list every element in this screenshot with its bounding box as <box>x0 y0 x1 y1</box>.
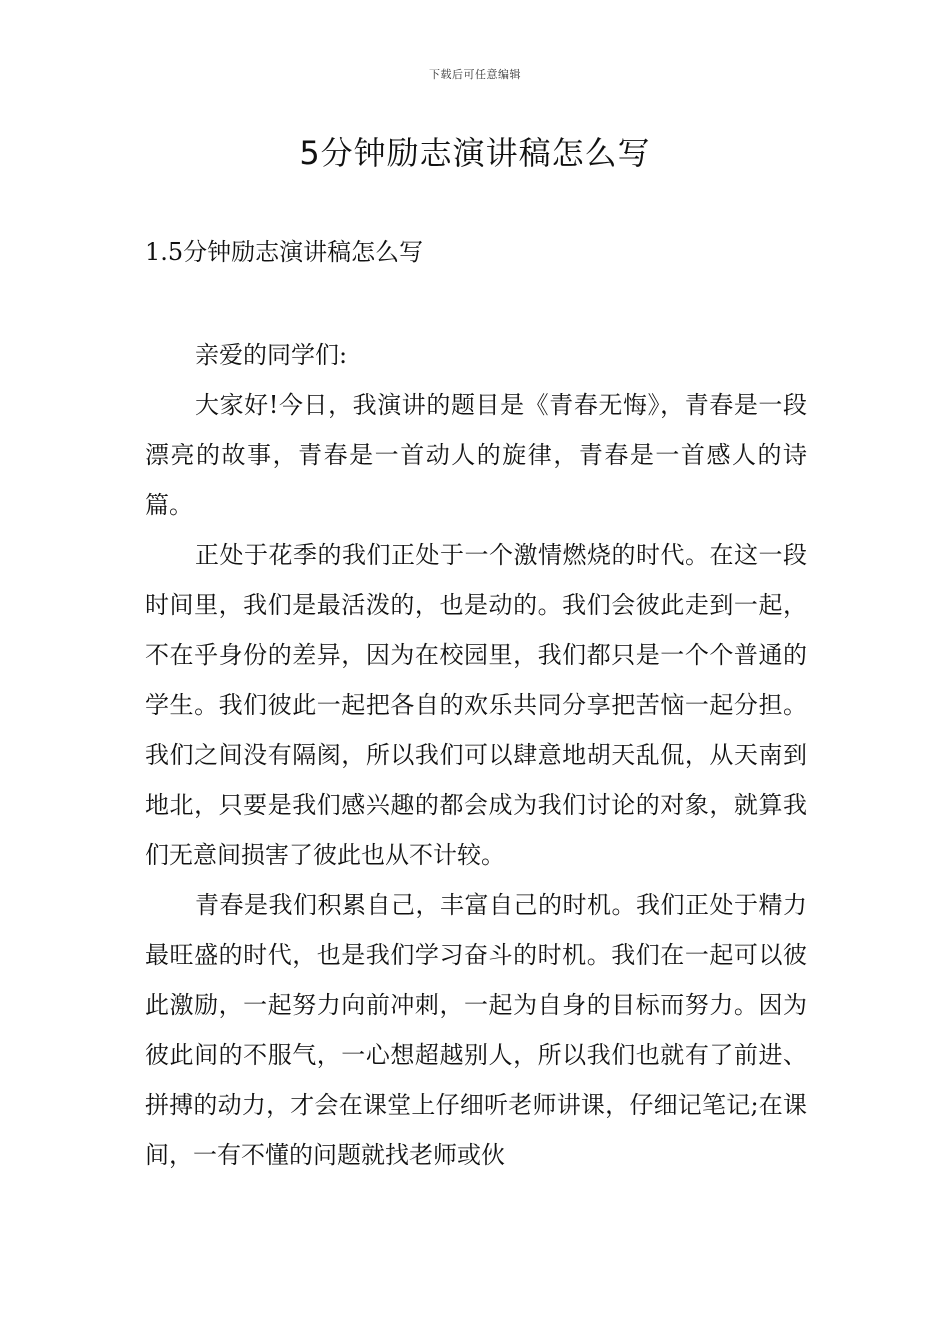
section-heading: 1.5分钟励志演讲稿怎么写 <box>145 238 424 266</box>
body-content <box>145 330 807 1180</box>
body-paragraph: 大家好!今日，我演讲的题目是《青春无悔》，青春是一段漂亮的故事，青春是一首动人的旋律，青春是一首感人的诗篇。 <box>145 391 807 519</box>
document-title: 5分钟励志演讲稿怎么写 <box>299 134 651 172</box>
header-note: 下载后可任意编辑 <box>429 68 521 81</box>
greeting-line: 亲爱的同学们: <box>195 341 348 369</box>
body-paragraph: 正处于花季的我们正处于一个激情燃烧的时代。在这一段时间里，我们是最活泼的，也是动的。我们会彼此走到一起，不在乎身份的差异，因为在校园里，我们都只是一个个普通的学生。我们彼此一起把各自的欢乐共同分享把苦恼一起分担。我们之间没有隔阂，所以我们可以肆意地胡天乱侃，从天南到地北，只要是我们感兴趣的都会成为我们讨论的对象，就算我们无意间损害了彼此也从不计较。 <box>145 541 807 869</box>
body-paragraph: 青春是我们积累自己，丰富自己的时机。我们正处于精力最旺盛的时代，也是我们学习奋斗的时机。我们在一起可以彼此激励，一起努力向前冲刺，一起为自身的目标而努力。因为彼此间的不服气，一心想超越别人，所以我们也就有了前进、拼搏的动力，才会在课堂上仔细听老师讲课，仔细记笔记;在课间，一有不懂的问题就找老师或伙 <box>145 891 807 1169</box>
